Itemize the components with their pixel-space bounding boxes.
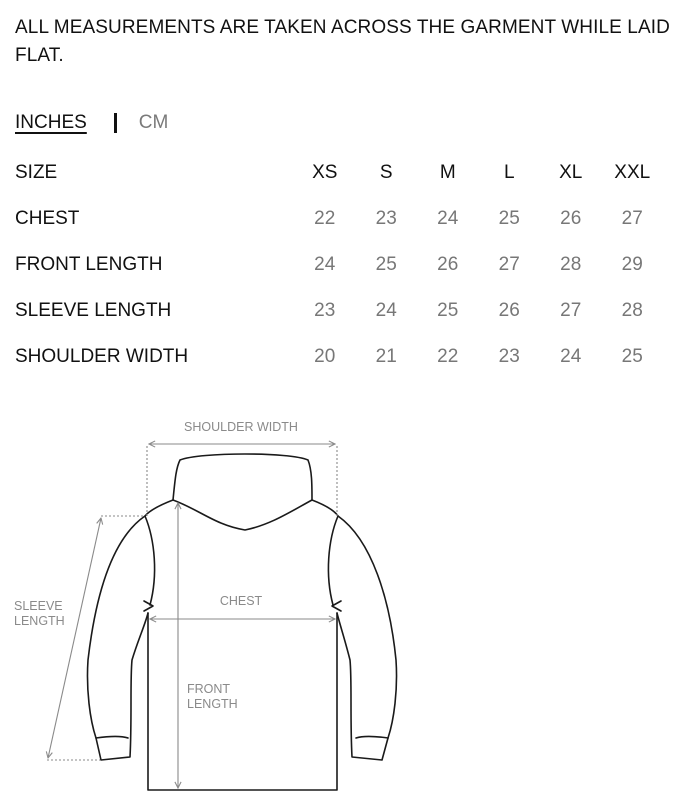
unit-tab-cm[interactable]: CM: [138, 112, 169, 133]
size-header-l: L: [503, 162, 515, 183]
hoodie-illustration: [0, 400, 700, 808]
table-cell: 26: [560, 208, 582, 229]
table-cell: 24: [560, 346, 582, 367]
size-header-xxl: XXL: [614, 162, 651, 183]
table-cell: 27: [498, 254, 520, 275]
row-label: SHOULDER WIDTH: [15, 346, 189, 367]
row-label: FRONT LENGTH: [15, 254, 163, 275]
front-length-label-line2: LENGTH: [187, 697, 238, 711]
table-cell: 21: [375, 346, 397, 367]
row-label: SLEEVE LENGTH: [15, 300, 172, 321]
table-cell: 22: [437, 346, 459, 367]
size-header-xl: XL: [559, 162, 583, 183]
table-cell: 25: [437, 300, 459, 321]
unit-toggle: [15, 108, 168, 138]
table-cell: 25: [498, 208, 520, 229]
table-cell: 24: [314, 254, 336, 275]
size-header-label: SIZE: [15, 162, 58, 183]
size-header-m: M: [439, 162, 456, 183]
hoodie-outline: [87, 454, 396, 790]
shoulder-width-label: SHOULDER WIDTH: [184, 420, 298, 434]
row-label: CHEST: [15, 208, 80, 229]
table-cell: 25: [375, 254, 397, 275]
table-cell: 23: [314, 300, 336, 321]
unit-divider: [114, 113, 117, 133]
table-cell: 27: [560, 300, 582, 321]
table-cell: 24: [437, 208, 459, 229]
table-cell: 26: [437, 254, 459, 275]
table-cell: 26: [498, 300, 520, 321]
table-cell: 25: [621, 346, 643, 367]
table-cell: 23: [498, 346, 520, 367]
table-cell: 24: [375, 300, 397, 321]
size-header-xs: XS: [312, 162, 338, 183]
table-cell: 20: [314, 346, 336, 367]
table-row: [15, 288, 663, 334]
table-cell: 22: [314, 208, 336, 229]
unit-tab-inches[interactable]: INCHES: [15, 112, 87, 133]
sleeve-length-label-line1: SLEEVE: [14, 599, 63, 613]
table-cell: 23: [375, 208, 397, 229]
front-length-label-line1: FRONT: [187, 682, 231, 696]
table-cell: 27: [621, 208, 643, 229]
garment-diagram: [0, 400, 700, 808]
table-cell: 28: [621, 300, 643, 321]
table-row: [15, 334, 663, 380]
measurement-guides: [47, 444, 337, 788]
sleeve-length-label-line2: LENGTH: [14, 614, 65, 628]
table-header-row: [15, 150, 663, 196]
table-row: [15, 242, 663, 288]
size-chart-table: [15, 150, 663, 380]
table-cell: 29: [621, 254, 643, 275]
chest-label: CHEST: [219, 594, 263, 608]
measurement-note: ALL MEASUREMENTS ARE TAKEN ACROSS THE GARMENT WHILE LAID FLAT.: [15, 17, 670, 66]
table-cell: 28: [560, 254, 582, 275]
table-row: [15, 196, 663, 242]
size-header-s: S: [379, 162, 393, 183]
